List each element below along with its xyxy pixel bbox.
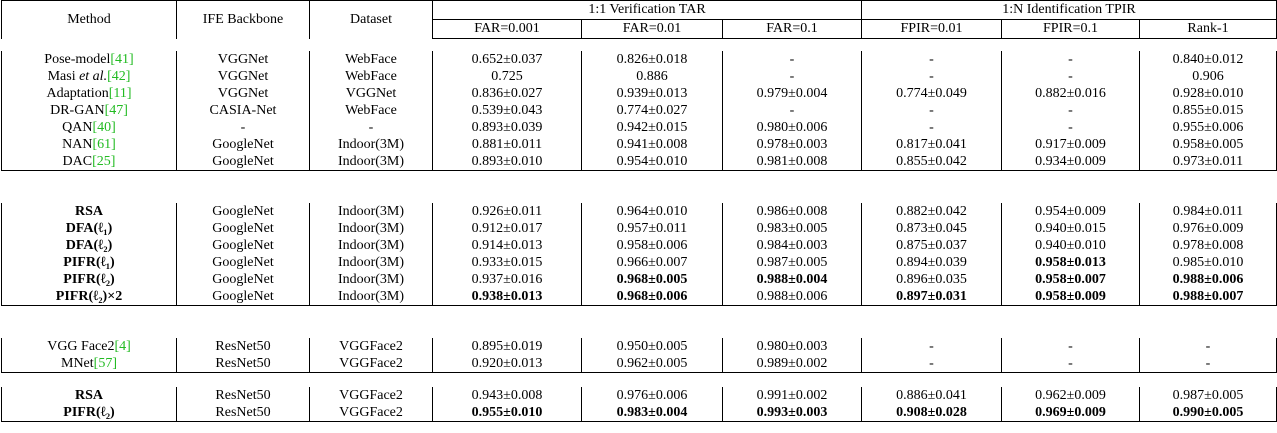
citation-link[interactable]: [40]	[92, 120, 116, 135]
metric-cell: 0.912±0.017	[433, 220, 582, 237]
backbone-cell: CASIA-Net	[177, 102, 310, 119]
metric-cell: 0.958±0.009	[1002, 288, 1140, 306]
backbone-cell: GoogleNet	[177, 153, 310, 171]
header-verification-group: 1:1 Verification TAR	[433, 1, 862, 20]
metric-cell: 0.984±0.011	[1140, 203, 1277, 220]
table-group-resnet-proposed	[1, 387, 1277, 422]
metric-cell: 0.934±0.009	[1002, 153, 1140, 171]
method-name: NAN	[62, 137, 93, 152]
table-row	[2, 387, 1277, 404]
method-cell	[2, 387, 177, 404]
metric-cell: 0.993±0.003	[723, 404, 862, 422]
metric-cell: 0.954±0.010	[582, 153, 723, 171]
table-row	[2, 203, 1277, 220]
method-cell	[2, 136, 177, 153]
method-name: DFA(ℓ₂)	[65, 238, 113, 253]
metric-cell: 0.988±0.006	[1140, 271, 1277, 288]
metric-cell: 0.938±0.013	[433, 288, 582, 306]
metric-cell: 0.969±0.009	[1002, 404, 1140, 422]
metric-cell: 0.973±0.011	[1140, 153, 1277, 171]
backbone-cell: VGGNet	[177, 68, 310, 85]
metric-cell: -	[1140, 355, 1277, 373]
citation-link[interactable]: [61]	[92, 137, 116, 152]
backbone-cell: ResNet50	[177, 338, 310, 355]
metric-cell: -	[862, 338, 1002, 355]
metric-cell: 0.957±0.011	[582, 220, 723, 237]
metric-cell: 0.774±0.027	[582, 102, 723, 119]
metric-cell: 0.986±0.008	[723, 203, 862, 220]
backbone-cell: GoogleNet	[177, 271, 310, 288]
metric-cell: 0.954±0.009	[1002, 203, 1140, 220]
metric-cell: 0.914±0.013	[433, 237, 582, 254]
backbone-cell: -	[177, 119, 310, 136]
metric-cell: 0.988±0.004	[723, 271, 862, 288]
header-method: Method	[2, 1, 177, 39]
metric-cell: 0.539±0.043	[433, 102, 582, 119]
dataset-cell: Indoor(3M)	[310, 220, 433, 237]
metric-cell: 0.968±0.005	[582, 271, 723, 288]
table-row	[2, 271, 1277, 288]
metric-cell: 0.886±0.041	[862, 387, 1002, 404]
backbone-cell: GoogleNet	[177, 220, 310, 237]
metric-cell: 0.958±0.013	[1002, 254, 1140, 271]
metric-cell: -	[723, 51, 862, 68]
backbone-cell: ResNet50	[177, 404, 310, 422]
metric-cell: 0.958±0.005	[1140, 136, 1277, 153]
metric-cell: -	[723, 102, 862, 119]
metric-cell: 0.941±0.008	[582, 136, 723, 153]
metric-cell: 0.989±0.002	[723, 355, 862, 373]
metric-cell: 0.990±0.005	[1140, 404, 1277, 422]
metric-cell: -	[862, 68, 1002, 85]
method-cell	[2, 338, 177, 355]
method-cell	[2, 85, 177, 102]
metric-cell: 0.933±0.015	[433, 254, 582, 271]
table-row	[2, 288, 1277, 306]
metric-cell: 0.978±0.003	[723, 136, 862, 153]
method-name: VGG Face2	[47, 339, 115, 354]
metric-cell: -	[1002, 119, 1140, 136]
table-row	[2, 254, 1277, 271]
table-row	[2, 85, 1277, 102]
method-name: DAC	[62, 154, 93, 169]
method-name: RSA	[74, 388, 103, 403]
method-name: Masi et al.	[47, 69, 108, 84]
metric-cell: 0.894±0.039	[862, 254, 1002, 271]
metric-cell: 0.988±0.006	[723, 288, 862, 306]
table-row	[2, 220, 1277, 237]
header-backbone: IFE Backbone	[177, 1, 310, 39]
metric-cell: -	[1002, 355, 1140, 373]
metric-cell: 0.966±0.007	[582, 254, 723, 271]
metric-cell: 0.855±0.015	[1140, 102, 1277, 119]
table-row	[2, 102, 1277, 119]
metric-cell: 0.978±0.008	[1140, 237, 1277, 254]
dataset-cell: WebFace	[310, 51, 433, 68]
metric-cell: 0.774±0.049	[862, 85, 1002, 102]
backbone-cell: GoogleNet	[177, 288, 310, 306]
header-subcol: FPIR=0.01	[862, 20, 1002, 39]
metric-cell: 0.964±0.010	[582, 203, 723, 220]
table-row	[2, 136, 1277, 153]
metric-cell: 0.988±0.007	[1140, 288, 1277, 306]
metric-cell: 0.939±0.013	[582, 85, 723, 102]
metric-cell: 0.955±0.006	[1140, 119, 1277, 136]
metric-cell: 0.895±0.019	[433, 338, 582, 355]
method-name: Pose-model	[44, 52, 111, 67]
metric-cell: 0.908±0.028	[862, 404, 1002, 422]
method-name: PIFR(ℓ₂)	[63, 405, 115, 420]
metric-cell: 0.940±0.010	[1002, 237, 1140, 254]
metric-cell: 0.940±0.015	[1002, 220, 1140, 237]
metric-cell: -	[1002, 102, 1140, 119]
method-name: DFA(ℓ₁)	[65, 221, 113, 236]
metric-cell: 0.980±0.006	[723, 119, 862, 136]
metric-cell: 0.928±0.010	[1140, 85, 1277, 102]
citation-link[interactable]: [47]	[104, 103, 128, 118]
metric-cell: -	[862, 119, 1002, 136]
backbone-cell: GoogleNet	[177, 237, 310, 254]
method-cell	[2, 288, 177, 306]
metric-cell: 0.855±0.042	[862, 153, 1002, 171]
header-subcol: FAR=0.001	[433, 20, 582, 39]
method-cell	[2, 254, 177, 271]
dataset-cell: VGGNet	[310, 85, 433, 102]
table-row	[2, 355, 1277, 373]
metric-cell: 0.981±0.008	[723, 153, 862, 171]
header-subcol: FPIR=0.1	[1002, 20, 1140, 39]
table-row	[2, 404, 1277, 422]
dataset-cell: -	[310, 119, 433, 136]
metric-cell: 0.893±0.010	[433, 153, 582, 171]
metric-cell: 0.873±0.045	[862, 220, 1002, 237]
method-cell	[2, 355, 177, 373]
metric-cell: 0.983±0.005	[723, 220, 862, 237]
metric-cell: 0.926±0.011	[433, 203, 582, 220]
method-name: PIFR(ℓ₂)	[63, 272, 115, 287]
method-name: PIFR(ℓ₂)×2	[55, 289, 123, 304]
metric-cell: -	[1002, 338, 1140, 355]
backbone-cell: GoogleNet	[177, 203, 310, 220]
metric-cell: -	[723, 68, 862, 85]
header-subcol: FAR=0.01	[582, 20, 723, 39]
header-dataset: Dataset	[310, 1, 433, 39]
table-row	[2, 237, 1277, 254]
metric-cell: 0.840±0.012	[1140, 51, 1277, 68]
metric-cell: -	[862, 51, 1002, 68]
metric-cell: 0.652±0.037	[433, 51, 582, 68]
dataset-cell: Indoor(3M)	[310, 254, 433, 271]
citation-link[interactable]: [42]	[107, 69, 131, 84]
method-cell	[2, 119, 177, 136]
metric-cell: 0.962±0.005	[582, 355, 723, 373]
method-name: Adaptation	[46, 86, 109, 101]
table-row	[2, 153, 1277, 171]
dataset-cell: Indoor(3M)	[310, 237, 433, 254]
metric-cell: 0.984±0.003	[723, 237, 862, 254]
metric-cell: 0.917±0.009	[1002, 136, 1140, 153]
metric-cell: -	[1140, 338, 1277, 355]
metric-cell: 0.976±0.009	[1140, 220, 1277, 237]
metric-cell: -	[1002, 68, 1140, 85]
table-group-resnet-baselines	[1, 338, 1277, 373]
method-cell	[2, 68, 177, 85]
method-name: RSA	[74, 204, 103, 219]
citation-link[interactable]: [4]	[114, 339, 131, 354]
metric-cell: 0.979±0.004	[723, 85, 862, 102]
table-row	[2, 338, 1277, 355]
table-row	[2, 119, 1277, 136]
dataset-cell: VGGFace2	[310, 387, 433, 404]
dataset-cell: VGGFace2	[310, 338, 433, 355]
citation-link[interactable]: [41]	[110, 52, 134, 67]
table-group-proposed	[1, 203, 1277, 306]
metric-cell: 0.950±0.005	[582, 338, 723, 355]
dataset-cell: Indoor(3M)	[310, 203, 433, 220]
metric-cell: 0.897±0.031	[862, 288, 1002, 306]
metric-cell: 0.886	[582, 68, 723, 85]
method-cell	[2, 102, 177, 119]
backbone-cell: GoogleNet	[177, 136, 310, 153]
method-cell	[2, 51, 177, 68]
backbone-cell: ResNet50	[177, 387, 310, 404]
method-cell	[2, 203, 177, 220]
dataset-cell: Indoor(3M)	[310, 153, 433, 171]
metric-cell: 0.817±0.041	[862, 136, 1002, 153]
metric-cell: 0.943±0.008	[433, 387, 582, 404]
method-cell	[2, 237, 177, 254]
metric-cell: 0.955±0.010	[433, 404, 582, 422]
metric-cell: 0.987±0.005	[723, 254, 862, 271]
metric-cell: 0.906	[1140, 68, 1277, 85]
metric-cell: 0.875±0.037	[862, 237, 1002, 254]
metric-cell: 0.958±0.007	[1002, 271, 1140, 288]
dataset-cell: VGGFace2	[310, 355, 433, 373]
citation-link[interactable]: [57]	[93, 356, 117, 371]
metric-cell: 0.980±0.003	[723, 338, 862, 355]
metric-cell: 0.920±0.013	[433, 355, 582, 373]
method-cell	[2, 404, 177, 422]
metric-cell: 0.725	[433, 68, 582, 85]
header-identification-group: 1:N Identification TPIR	[862, 1, 1277, 20]
metric-cell: 0.896±0.035	[862, 271, 1002, 288]
method-cell	[2, 271, 177, 288]
dataset-cell: VGGFace2	[310, 404, 433, 422]
table-row	[2, 68, 1277, 85]
metric-cell: 0.962±0.009	[1002, 387, 1140, 404]
method-cell	[2, 153, 177, 171]
metric-cell: 0.937±0.016	[433, 271, 582, 288]
metric-cell: -	[862, 102, 1002, 119]
metric-cell: 0.968±0.006	[582, 288, 723, 306]
metric-cell: 0.881±0.011	[433, 136, 582, 153]
metric-cell: 0.836±0.027	[433, 85, 582, 102]
method-name: MNet	[61, 356, 94, 371]
table-row	[2, 51, 1277, 68]
dataset-cell: Indoor(3M)	[310, 136, 433, 153]
metric-cell: -	[1002, 51, 1140, 68]
metric-cell: 0.826±0.018	[582, 51, 723, 68]
method-name: QAN	[62, 120, 93, 135]
dataset-cell: WebFace	[310, 102, 433, 119]
metric-cell: 0.958±0.006	[582, 237, 723, 254]
method-name: PIFR(ℓ₁)	[63, 255, 115, 270]
citation-link[interactable]: [25]	[92, 154, 116, 169]
citation-link[interactable]: [11]	[108, 86, 132, 101]
header-subcol: FAR=0.1	[723, 20, 862, 39]
method-cell	[2, 220, 177, 237]
backbone-cell: VGGNet	[177, 51, 310, 68]
table-header	[1, 0, 1277, 39]
metric-cell: 0.987±0.005	[1140, 387, 1277, 404]
backbone-cell: ResNet50	[177, 355, 310, 373]
method-name: DR-GAN	[50, 103, 105, 118]
dataset-cell: Indoor(3M)	[310, 271, 433, 288]
metric-cell: 0.983±0.004	[582, 404, 723, 422]
metric-cell: -	[862, 355, 1002, 373]
metric-cell: 0.976±0.006	[582, 387, 723, 404]
table-group-baselines	[1, 51, 1277, 171]
dataset-cell: WebFace	[310, 68, 433, 85]
metric-cell: 0.985±0.010	[1140, 254, 1277, 271]
dataset-cell: Indoor(3M)	[310, 288, 433, 306]
metric-cell: 0.893±0.039	[433, 119, 582, 136]
backbone-cell: VGGNet	[177, 85, 310, 102]
backbone-cell: GoogleNet	[177, 254, 310, 271]
metric-cell: 0.882±0.042	[862, 203, 1002, 220]
metric-cell: 0.942±0.015	[582, 119, 723, 136]
header-subcol: Rank-1	[1140, 20, 1277, 39]
metric-cell: 0.991±0.002	[723, 387, 862, 404]
metric-cell: 0.882±0.016	[1002, 85, 1140, 102]
